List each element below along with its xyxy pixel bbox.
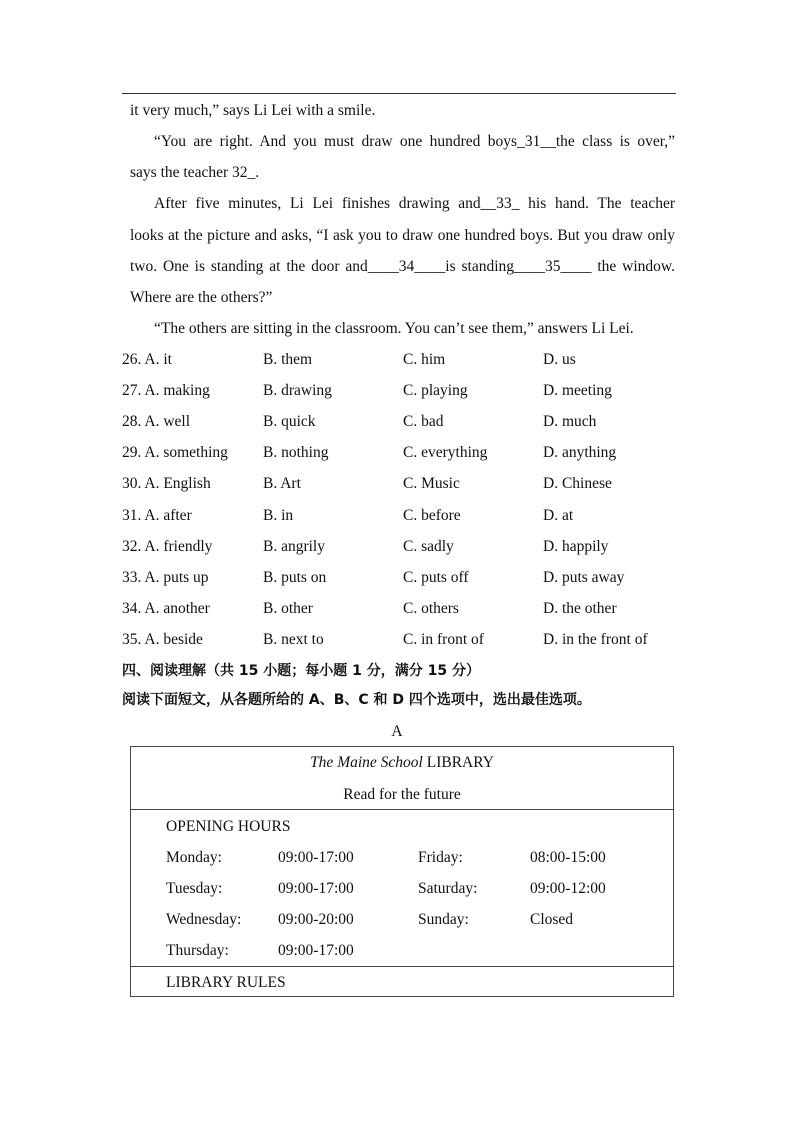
option-d: D. the other bbox=[543, 600, 617, 617]
option-b: B. in bbox=[263, 507, 294, 524]
opening-hours-label: OPENING HOURS bbox=[166, 818, 291, 835]
option-c: C. him bbox=[403, 351, 446, 368]
hours-time: 09:00-17:00 bbox=[278, 880, 354, 897]
option-a: 27. A. making bbox=[122, 382, 210, 399]
option-d: D. Chinese bbox=[543, 475, 612, 492]
passage-line-5: looks at the picture and asks, “I ask you to draw one hundred boys. But you draw only bbox=[130, 227, 675, 244]
option-d: D. us bbox=[543, 351, 576, 368]
option-c: C. before bbox=[403, 507, 461, 524]
option-a: 30. A. English bbox=[122, 475, 211, 492]
option-b: B. other bbox=[263, 600, 313, 617]
option-b: B. puts on bbox=[263, 569, 327, 586]
hours-time: 08:00-15:00 bbox=[530, 849, 606, 866]
library-notice bbox=[130, 746, 674, 997]
option-d: D. at bbox=[543, 507, 574, 524]
section-instruction: 阅读下面短文，从各题所给的 A、B、C 和 D 四个选项中，选出最佳选项。 bbox=[122, 692, 591, 708]
section-heading: 四、阅读理解（共 15 小题；每小题 1 分，满分 15 分） bbox=[122, 663, 480, 679]
option-c: C. puts off bbox=[403, 569, 469, 586]
option-b: B. angrily bbox=[263, 538, 325, 555]
option-c: C. sadly bbox=[403, 538, 454, 555]
option-a: 33. A. puts up bbox=[122, 569, 209, 586]
option-a: 28. A. well bbox=[122, 413, 191, 430]
option-b: B. Art bbox=[263, 475, 301, 492]
hours-time: 09:00-17:00 bbox=[278, 849, 354, 866]
option-b: B. them bbox=[263, 351, 313, 368]
divider bbox=[131, 966, 673, 967]
option-a: 31. A. after bbox=[122, 507, 192, 524]
option-b: B. next to bbox=[263, 631, 324, 648]
hours-day: Wednesday: bbox=[166, 911, 242, 928]
library-rules-label: LIBRARY RULES bbox=[166, 974, 286, 991]
option-d: D. anything bbox=[543, 444, 617, 461]
passage-line-1: it very much,” says Li Lei with a smile. bbox=[130, 102, 376, 119]
option-d: D. much bbox=[543, 413, 597, 430]
hours-day: Monday: bbox=[166, 849, 222, 866]
passage-line-6: two. One is standing at the door and____34____is standing____35____ the window. bbox=[130, 258, 675, 275]
option-d: D. in the front of bbox=[543, 631, 648, 648]
option-b: B. nothing bbox=[263, 444, 329, 461]
option-c: C. playing bbox=[403, 382, 468, 399]
passage-line-7: Where are the others?” bbox=[130, 289, 273, 306]
option-a: 29. A. something bbox=[122, 444, 228, 461]
option-c: C. in front of bbox=[403, 631, 484, 648]
option-d: D. happily bbox=[543, 538, 609, 555]
library-title-italic: The Maine School bbox=[310, 754, 423, 771]
option-c: C. everything bbox=[403, 444, 488, 461]
option-b: B. drawing bbox=[263, 382, 332, 399]
library-title-rest: LIBRARY bbox=[422, 754, 494, 771]
option-d: D. puts away bbox=[543, 569, 625, 586]
option-a: 26. A. it bbox=[122, 351, 172, 368]
passage-letter: A bbox=[391, 723, 403, 740]
library-slogan: Read for the future bbox=[343, 786, 461, 803]
option-a: 32. A. friendly bbox=[122, 538, 213, 555]
option-c: C. others bbox=[403, 600, 459, 617]
option-c: C. Music bbox=[403, 475, 460, 492]
hours-time: 09:00-17:00 bbox=[278, 942, 354, 959]
passage-line-4: After five minutes, Li Lei finishes drawing and__33_ his hand. The teacher bbox=[154, 195, 675, 212]
hours-day: Tuesday: bbox=[166, 880, 223, 897]
hours-day: Saturday: bbox=[418, 880, 478, 897]
hours-day: Friday: bbox=[418, 849, 463, 866]
option-c: C. bad bbox=[403, 413, 444, 430]
hours-time: Closed bbox=[530, 911, 574, 928]
hours-day: Thursday: bbox=[166, 942, 229, 959]
passage-line-2: “You are right. And you must draw one hundred boys_31__the class is over,” bbox=[154, 133, 675, 150]
header-rule bbox=[122, 93, 676, 94]
library-title bbox=[131, 753, 673, 773]
hours-time: 09:00-12:00 bbox=[530, 880, 606, 897]
hours-day: Sunday: bbox=[418, 911, 469, 928]
hours-time: 09:00-20:00 bbox=[278, 911, 354, 928]
option-b: B. quick bbox=[263, 413, 316, 430]
passage-line-3: says the teacher 32_. bbox=[130, 164, 260, 181]
passage-line-8: “The others are sitting in the classroom. You can’t see them,” answers Li Lei. bbox=[154, 320, 634, 337]
option-d: D. meeting bbox=[543, 382, 612, 399]
option-a: 35. A. beside bbox=[122, 631, 203, 648]
divider bbox=[131, 809, 673, 810]
option-a: 34. A. another bbox=[122, 600, 210, 617]
